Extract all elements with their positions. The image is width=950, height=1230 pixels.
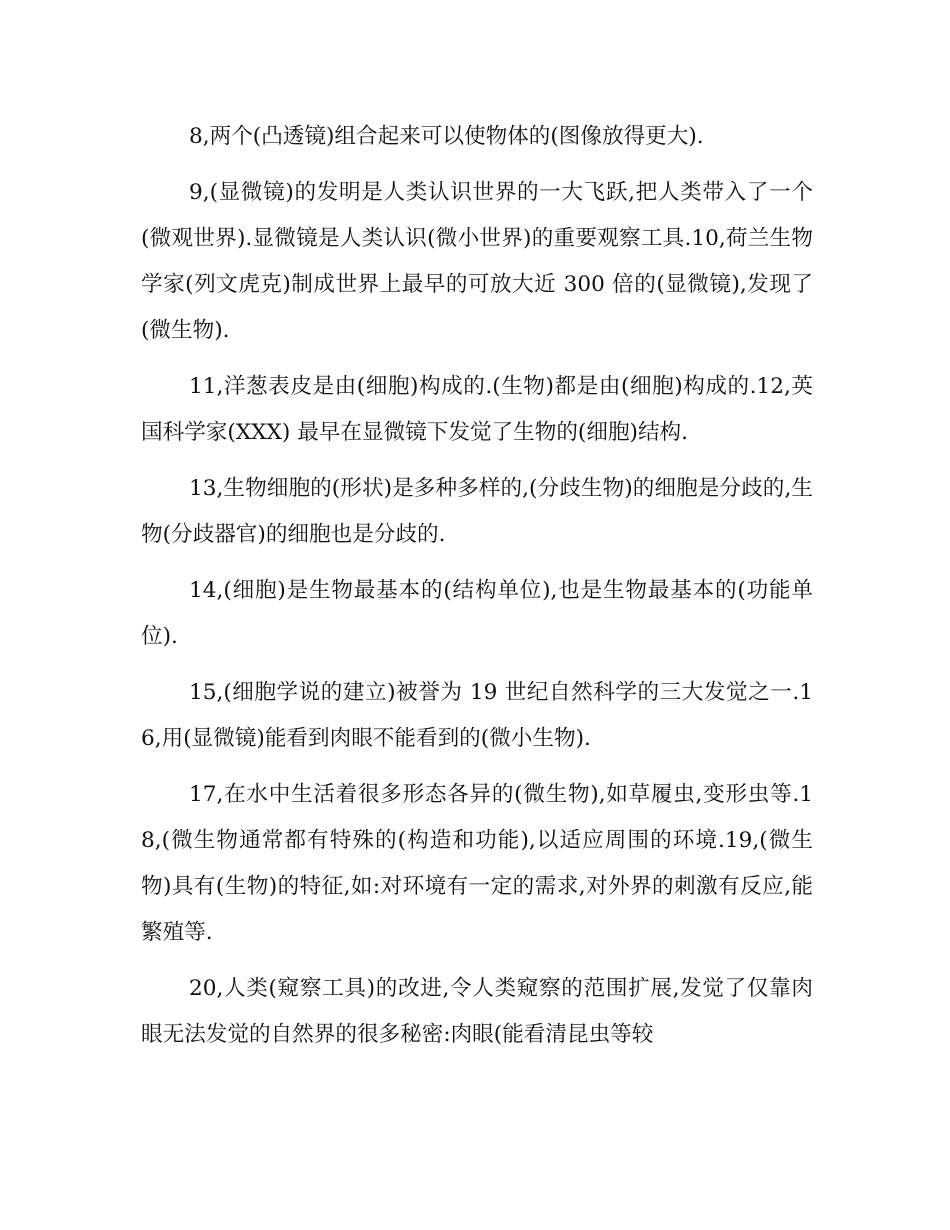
paragraph-20: 20,人类(窥察工具)的改进,令人类窥察的范围扩展,发觉了仅靠肉眼无法发觉的自然界的很多秘密:肉眼(能看清昆虫等较 bbox=[141, 976, 813, 1047]
paragraph-9-10: 9,(显微镜)的发明是人类认识世界的一大飞跃,把人类带入了一个(微观世界).显微镜是人类认识(微小世界)的重要观察工具.10,荷兰生物学家(列文虎克)制成世界上最早的可放大近 300 倍的(显微镜),发现了(微生物). bbox=[141, 180, 813, 343]
paragraph-15-16: 15,(细胞学说的建立)被誉为 19 世纪自然科学的三大发觉之一.16,用(显微镜)能看到肉眼不能看到的(微小生物). bbox=[141, 680, 813, 751]
body-text bbox=[141, 114, 813, 1068]
paragraph-14: 14,(细胞)是生物最基本的(结构单位),也是生物最基本的(功能单位). bbox=[141, 578, 813, 649]
paragraph-13: 13,生物细胞的(形状)是多种多样的,(分歧生物)的细胞是分歧的,生物(分歧器官)的细胞也是分歧的. bbox=[141, 476, 813, 547]
paragraph-8: 8,两个(凸透镜)组合起来可以使物体的(图像放得更大). bbox=[189, 124, 704, 149]
paragraph-17-19: 17,在水中生活着很多形态各异的(微生物),如草履虫,变形虫等.18,(微生物通常都有特殊的(构造和功能),以适应周围的环境.19,(微生物)具有(生物)的特征,如:对环境有一定的需求,对外界的刺激有反应,能繁殖等. bbox=[141, 782, 813, 945]
paragraph-11-12: 11,洋葱表皮是由(细胞)构成的.(生物)都是由(细胞)构成的.12,英国科学家(XXX) 最早在显微镜下发觉了生物的(细胞)结构. bbox=[141, 374, 813, 445]
